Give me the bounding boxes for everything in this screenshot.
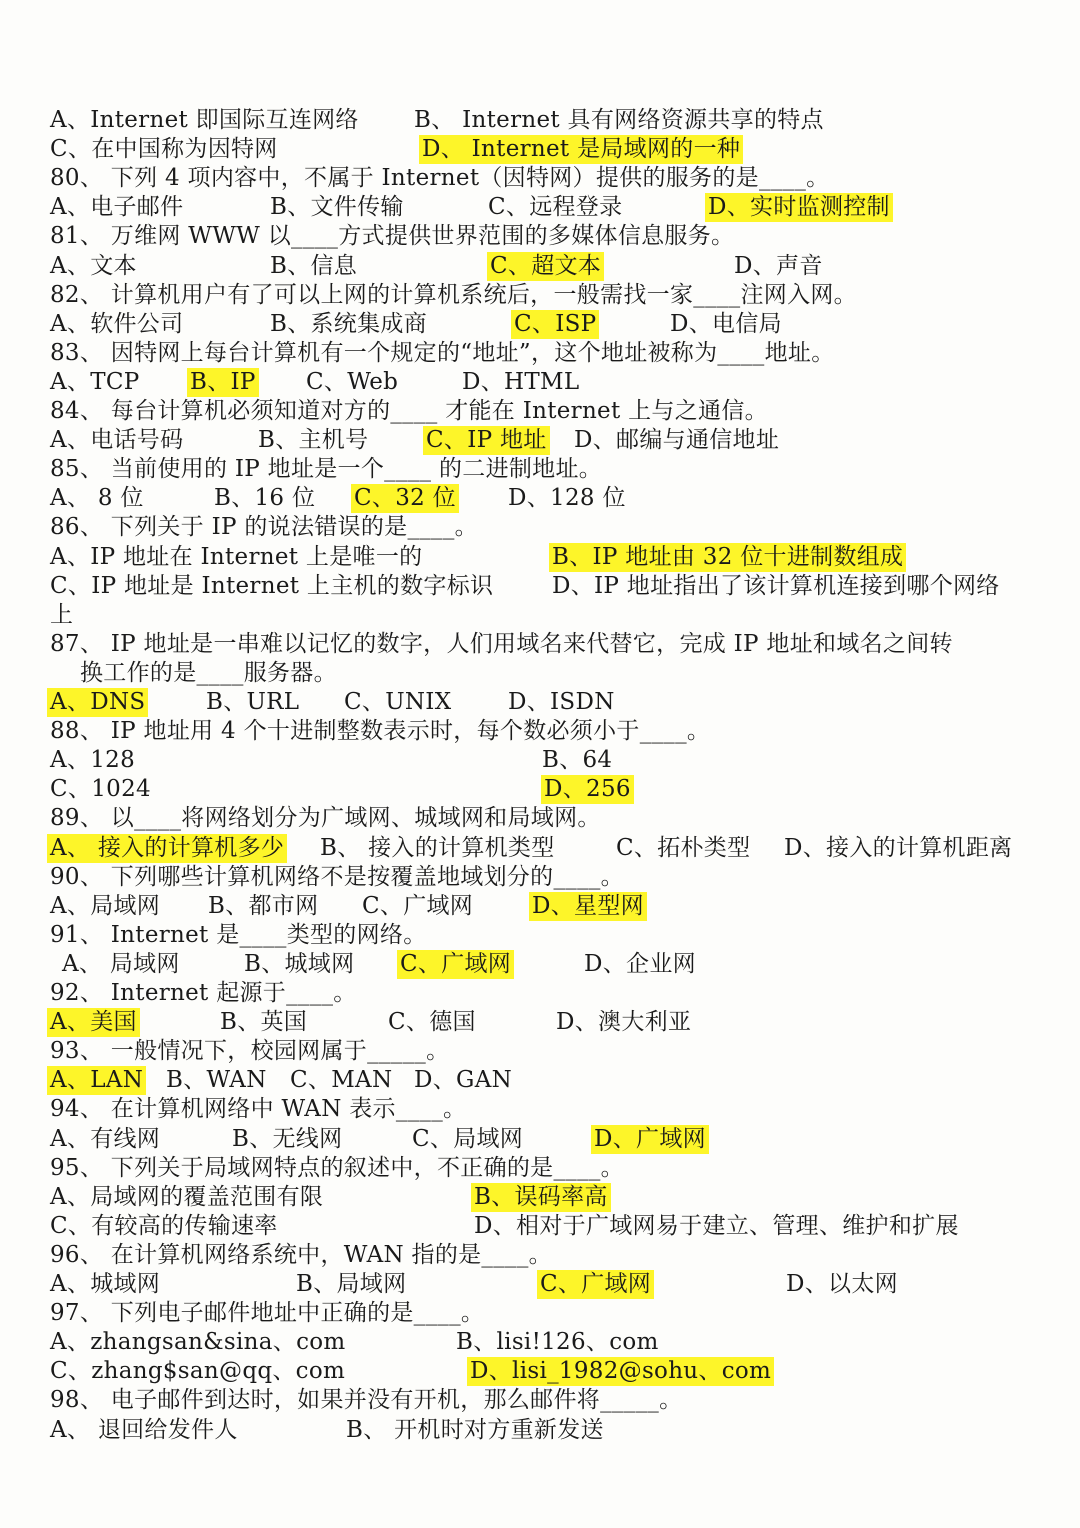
highlighted-answer: D、实时监测控制 bbox=[705, 193, 893, 222]
text-line bbox=[0, 484, 1080, 513]
highlighted-answer: C、32 位 bbox=[351, 484, 459, 513]
text-segment: 81、 万维网 WWW 以____方式提供世界范围的多媒体信息服务。 bbox=[50, 223, 735, 249]
text-line bbox=[0, 106, 1080, 135]
text-segment: B、 接入的计算机类型 bbox=[320, 835, 555, 861]
text-segment: D、接入的计算机距离 bbox=[784, 835, 1013, 861]
text-segment: D、IP 地址指出了该计算机连接到哪个网络 bbox=[552, 573, 1000, 599]
text-segment: C、zhang$san@qq、com bbox=[50, 1358, 346, 1384]
text-segment: D、企业网 bbox=[584, 951, 696, 977]
text-segment: A、zhangsan&sina、com bbox=[50, 1329, 346, 1355]
text-line bbox=[0, 339, 1080, 368]
text-line bbox=[0, 834, 1080, 863]
text-segment: 89、 以____将网络划分为广域网、城域网和局域网。 bbox=[50, 805, 601, 831]
text-line bbox=[0, 513, 1080, 542]
text-segment: A、 退回给发件人 bbox=[50, 1417, 238, 1443]
text-segment: A、电话号码 bbox=[50, 427, 184, 453]
highlighted-answer: A、 接入的计算机多少 bbox=[47, 834, 287, 863]
highlighted-answer: C、广域网 bbox=[537, 1270, 654, 1299]
text-line bbox=[0, 543, 1080, 572]
text-line bbox=[0, 1095, 1080, 1124]
text-line bbox=[0, 1357, 1080, 1386]
text-segment: D、以太网 bbox=[786, 1271, 898, 1297]
text-line bbox=[0, 135, 1080, 164]
text-line bbox=[0, 193, 1080, 222]
text-segment: A、 局域网 bbox=[62, 951, 180, 977]
highlighted-answer: D、lisi_1982@sohu、com bbox=[467, 1357, 774, 1386]
text-line bbox=[0, 892, 1080, 921]
highlighted-answer: A、LAN bbox=[47, 1066, 146, 1095]
text-segment: C、1024 bbox=[50, 776, 151, 802]
text-line bbox=[0, 1212, 1080, 1241]
text-segment: 87、 IP 地址是一串难以记忆的数字，人们用域名来代替它，完成 IP 地址和域名之间转 bbox=[50, 631, 953, 657]
highlighted-answer: B、IP bbox=[187, 368, 259, 397]
text-line bbox=[0, 921, 1080, 950]
text-segment: B、城域网 bbox=[244, 951, 355, 977]
text-segment: C、广域网 bbox=[362, 893, 474, 919]
text-segment: B、主机号 bbox=[258, 427, 369, 453]
text-segment: 94、 在计算机网络中 WAN 表示____。 bbox=[50, 1096, 467, 1122]
text-line bbox=[0, 1125, 1080, 1154]
text-segment: A、软件公司 bbox=[50, 311, 184, 337]
text-line bbox=[0, 804, 1080, 833]
text-line bbox=[0, 1328, 1080, 1357]
highlighted-answer: C、超文本 bbox=[487, 252, 604, 281]
text-segment: B、lisi!126、com bbox=[456, 1329, 659, 1355]
text-segment: A、IP 地址在 Internet 上是唯一的 bbox=[50, 544, 423, 570]
text-line bbox=[0, 746, 1080, 775]
text-segment: B、文件传输 bbox=[270, 194, 404, 220]
highlighted-answer: D、256 bbox=[541, 775, 634, 804]
text-segment: A、 8 位 bbox=[50, 485, 144, 511]
text-segment: 86、 下列关于 IP 的说法错误的是____。 bbox=[50, 514, 478, 540]
text-segment: D、澳大利亚 bbox=[556, 1009, 692, 1035]
text-segment: 换工作的是____服务器。 bbox=[80, 660, 337, 686]
text-line bbox=[0, 1154, 1080, 1183]
text-line bbox=[0, 222, 1080, 251]
text-segment: A、TCP bbox=[50, 369, 140, 395]
text-segment: B、16 位 bbox=[214, 485, 316, 511]
text-segment: A、128 bbox=[50, 747, 136, 773]
text-line bbox=[0, 1183, 1080, 1212]
text-segment: A、局域网 bbox=[50, 893, 161, 919]
text-line bbox=[0, 1037, 1080, 1066]
text-segment: C、局域网 bbox=[412, 1126, 524, 1152]
text-segment: C、远程登录 bbox=[488, 194, 623, 220]
text-line bbox=[0, 164, 1080, 193]
text-segment: C、UNIX bbox=[344, 689, 452, 715]
text-line bbox=[0, 1241, 1080, 1270]
text-line bbox=[0, 863, 1080, 892]
highlighted-answer: B、IP 地址由 32 位十进制数组成 bbox=[549, 543, 906, 572]
text-segment: C、有较高的传输速率 bbox=[50, 1213, 278, 1239]
text-segment: B、局域网 bbox=[296, 1271, 407, 1297]
text-segment: B、信息 bbox=[270, 253, 358, 279]
text-line bbox=[0, 1008, 1080, 1037]
text-segment: 97、 下列电子邮件地址中正确的是____。 bbox=[50, 1300, 485, 1326]
text-segment: A、局域网的覆盖范围有限 bbox=[50, 1184, 324, 1210]
text-segment: D、声音 bbox=[734, 253, 823, 279]
text-segment: D、邮编与通信地址 bbox=[574, 427, 780, 453]
text-line bbox=[0, 717, 1080, 746]
text-segment: C、拓朴类型 bbox=[616, 835, 751, 861]
text-segment: B、无线网 bbox=[232, 1126, 343, 1152]
text-line bbox=[0, 775, 1080, 804]
text-segment: B、 开机时对方重新发送 bbox=[346, 1417, 604, 1443]
text-segment: 84、 每台计算机必须知道对方的____ 才能在 Internet 上与之通信。 bbox=[50, 398, 768, 424]
highlighted-answer: C、IP 地址 bbox=[423, 426, 550, 455]
highlighted-answer: B、误码率高 bbox=[471, 1183, 611, 1212]
text-segment: B、URL bbox=[206, 689, 300, 715]
text-segment: D、相对于广域网易于建立、管理、维护和扩展 bbox=[474, 1213, 959, 1239]
text-segment: A、电子邮件 bbox=[50, 194, 184, 220]
text-line bbox=[0, 630, 1080, 659]
text-segment: A、有线网 bbox=[50, 1126, 161, 1152]
text-segment: B、系统集成商 bbox=[270, 311, 428, 337]
text-segment: C、在中国称为因特网 bbox=[50, 136, 278, 162]
text-segment: B、 Internet 具有网络资源共享的特点 bbox=[414, 107, 824, 133]
text-segment: 98、 电子邮件到达时，如果并没有开机，那么邮件将_____。 bbox=[50, 1387, 683, 1413]
text-segment: A、文本 bbox=[50, 253, 137, 279]
text-segment: D、ISDN bbox=[508, 689, 615, 715]
highlighted-answer: C、广域网 bbox=[397, 950, 514, 979]
text-segment: 88、 IP 地址用 4 个十进制整数表示时，每个数必须小于____。 bbox=[50, 718, 711, 744]
text-segment: C、IP 地址是 Internet 上主机的数字标识 bbox=[50, 573, 494, 599]
text-line bbox=[0, 310, 1080, 339]
text-segment: 91、 Internet 是____类型的网络。 bbox=[50, 922, 427, 948]
text-line bbox=[0, 950, 1080, 979]
text-segment: B、英国 bbox=[220, 1009, 308, 1035]
text-line bbox=[0, 455, 1080, 484]
text-line bbox=[0, 1386, 1080, 1415]
text-line bbox=[0, 1270, 1080, 1299]
text-segment: 82、 计算机用户有了可以上网的计算机系统后，一般需找一家____注网入网。 bbox=[50, 282, 857, 308]
text-line bbox=[0, 688, 1080, 717]
text-line bbox=[0, 659, 1080, 688]
highlighted-answer: A、美国 bbox=[47, 1008, 140, 1037]
text-segment: B、都市网 bbox=[208, 893, 319, 919]
text-segment: B、64 bbox=[542, 747, 613, 773]
text-line bbox=[0, 281, 1080, 310]
highlighted-answer: D、星型网 bbox=[529, 892, 647, 921]
text-segment: D、GAN bbox=[414, 1067, 513, 1093]
text-segment: 93、 一般情况下，校园网属于_____。 bbox=[50, 1038, 450, 1064]
text-line bbox=[0, 252, 1080, 281]
text-line bbox=[0, 979, 1080, 1008]
highlighted-answer: D、 Internet 是局域网的一种 bbox=[419, 135, 743, 164]
text-line bbox=[0, 1299, 1080, 1328]
text-segment: 95、 下列关于局域网特点的叙述中，不正确的是____。 bbox=[50, 1155, 624, 1181]
text-segment: 90、 下列哪些计算机网络不是按覆盖地域划分的____。 bbox=[50, 864, 624, 890]
text-segment: B、WAN bbox=[166, 1067, 267, 1093]
text-segment: 92、 Internet 起源于____。 bbox=[50, 980, 357, 1006]
text-segment: 上 bbox=[50, 602, 74, 628]
text-segment: 96、 在计算机网络系统中，WAN 指的是____。 bbox=[50, 1242, 552, 1268]
text-line bbox=[0, 572, 1080, 601]
text-line bbox=[0, 601, 1080, 630]
text-line bbox=[0, 1066, 1080, 1095]
text-segment: D、128 位 bbox=[508, 485, 626, 511]
text-segment: C、Web bbox=[306, 369, 399, 395]
text-segment: 85、 当前使用的 IP 地址是一个____ 的二进制地址。 bbox=[50, 456, 603, 482]
text-segment: C、德国 bbox=[388, 1009, 476, 1035]
text-line bbox=[0, 426, 1080, 455]
highlighted-answer: A、DNS bbox=[47, 688, 148, 717]
highlighted-answer: C、ISP bbox=[511, 310, 599, 339]
text-segment: C、MAN bbox=[290, 1067, 393, 1093]
text-line bbox=[0, 368, 1080, 397]
text-segment: 80、 下列 4 项内容中，不属于 Internet（因特网）提供的服务的是____。 bbox=[50, 165, 830, 191]
text-segment: D、HTML bbox=[462, 369, 580, 395]
text-segment: D、电信局 bbox=[670, 311, 782, 337]
text-line bbox=[0, 1416, 1080, 1445]
highlighted-answer: D、广域网 bbox=[591, 1125, 709, 1154]
text-line bbox=[0, 397, 1080, 426]
text-segment: A、城域网 bbox=[50, 1271, 161, 1297]
text-segment: 83、 因特网上每台计算机有一个规定的“地址”，这个地址被称为____地址。 bbox=[50, 340, 835, 366]
text-segment: A、Internet 即国际互连网络 bbox=[50, 107, 359, 133]
